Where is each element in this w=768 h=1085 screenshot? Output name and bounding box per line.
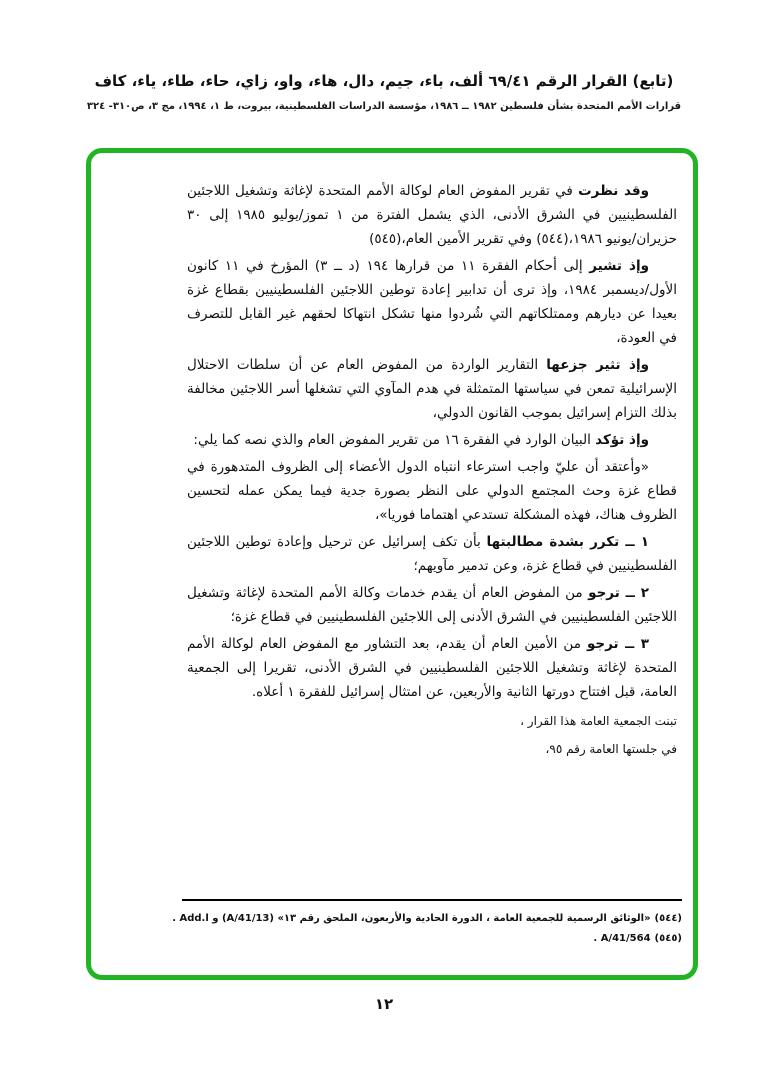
resolution-title: (تابع) القرار الرقم ٦٩/٤١ ألف، باء، جيم، دال، هاء، واو، زاي، حاء، طاء، ياء، كاف — [94, 72, 674, 90]
adoption-note: تبنت الجمعية العامة هذا القرار ، — [520, 714, 677, 728]
paragraph-considered-report — [187, 179, 677, 251]
paragraph-lead: وإذ تثير جزعها — [546, 357, 649, 373]
footnote-text: «الوثائق الرسمية للجمعية العامة ، الدورة الحادية والأربعون، الملحق رقم ١٣» (A/41/13) و Add.l . — [172, 913, 651, 924]
paragraph-affirming — [187, 428, 677, 452]
footnote-number: (٥٤٥) — [654, 933, 682, 944]
session-note: في جلستها العامة رقم ٩٥، — [545, 742, 677, 756]
paragraph-lead: وقد نظرت — [578, 183, 649, 199]
paragraph-alarmed — [187, 353, 677, 425]
paragraph-text: «وأعتقد أن عليّ واجب استرعاء انتباه الدول الأعضاء إلى الظروف المتدهورة في قطاع غزة وحث المجتمع الدولي على النظر بصورة جدية فيما يمكن عمله لتحسين الظروف هناك، فهذه المشكلة تستدعي اهتماما فوريا»، — [187, 459, 677, 523]
paragraph-quotation — [187, 455, 677, 527]
footnote-544 — [91, 909, 682, 929]
paragraph-operative-3 — [187, 632, 677, 704]
paragraph-lead: ٢ ــ ترجو — [588, 585, 649, 601]
content-frame — [86, 148, 698, 980]
paragraph-text: بأن تكف إسرائيل عن ترحيل وإعادة توطين اللاجئين الفلسطينيين في قطاع غزة، وعن تدمير مآويهم؛ — [187, 534, 677, 574]
paragraph-operative-1 — [187, 530, 677, 578]
page-header — [0, 0, 768, 112]
paragraph-text: التقارير الواردة من المفوض العام عن أن سلطات الاحتلال الإسرائيلية تمعن في سياستها المتمثلة في هدم المآوي التي تشغلها أسر اللاجئين مخالفة بذلك التزام إسرائيل بموجب القانون الدولي، — [187, 357, 677, 421]
footnote-text: A/41/564 . — [593, 933, 651, 944]
page-number: ١٢ — [374, 995, 394, 1013]
paragraph-lead: ٣ ــ ترجو — [586, 636, 649, 652]
paragraph-text: في تقرير المفوض العام لوكالة الأمم المتحدة لإغاثة وتشغيل اللاجئين الفلسطينيين في الشرق الأدنى، الذي يشمل الفترة من ١ تموز/يوليو ١٩٨٥ إلى ٣٠ حزيران/يونيو ١٩٨٦،(٥٤٤) وفي تقرير الأمين العام،(٥٤٥) — [187, 183, 677, 247]
footnote-number: (٥٤٤) — [654, 913, 682, 924]
paragraph-text: من الأمين العام أن يقدم، بعد التشاور مع المفوض العام لوكالة الأمم المتحدة لإغاثة وتشغيل اللاجئين الفلسطينيين في الشرق الأدنى، تقريرا إلى الجمعية العامة، قبل افتتاح دورتها الثانية والأربعين، عن امتثال إسرائيل للفقرة ١ أعلاه. — [187, 636, 677, 700]
source-citation: قرارات الأمم المتحدة بشأن فلسطين ١٩٨٢ ــ ١٩٨٦، مؤسسة الدراسات الفلسطينية، بيروت، ط ١، ١٩٩٤، مج ٣، ص٣١٠- ٣٢٤ — [86, 101, 682, 112]
footnotes-section — [91, 899, 682, 949]
footnote-545 — [91, 929, 682, 949]
paragraph-text: من المفوض العام أن يقدم خدمات وكالة الأمم المتحدة لإغاثة وتشغيل اللاجئين الفلسطينيين في الشرق الأدنى إلى اللاجئين الفلسطينيين في قطاع غزة؛ — [187, 585, 677, 625]
paragraph-lead: وإذ تشير — [589, 258, 649, 274]
paragraph-lead: وإذ تؤكد — [595, 432, 649, 448]
footnote-divider — [182, 899, 682, 901]
paragraph-text: البيان الوارد في الفقرة ١٦ من تقرير المفوض العام والذي نصه كما يلي: — [193, 432, 596, 448]
paragraph-text: إلى أحكام الفقرة ١١ من قرارها ١٩٤ (د ــ ٣) المؤرخ في ١١ كانون الأول/ديسمبر ١٩٨٤، وإذ ترى أن تدابير إعادة توطين اللاجئين الفلسطينيين بقطاع غزة بعيدا عن ديارهم وممتلكاتهم التي شُردوا منها تشكل انتهاكا لحقهم غير القابل للتصرف في العودة، — [187, 258, 677, 346]
paragraph-lead: ١ ــ تكرر بشدة مطالبتها — [486, 534, 649, 550]
resolution-body — [91, 153, 693, 760]
paragraph-recalling — [187, 254, 677, 350]
paragraph-operative-2 — [187, 581, 677, 629]
